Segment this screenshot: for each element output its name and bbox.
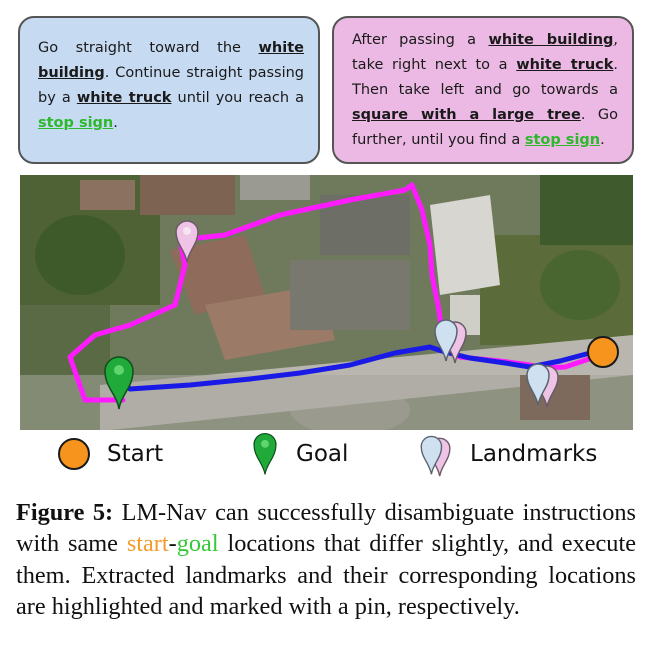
legend-label-landmarks: Landmarks [470, 441, 598, 467]
landmark-white-building: white building [488, 32, 614, 48]
instruction-text: After passing a [352, 32, 489, 48]
start-marker-icon [57, 437, 91, 471]
aerial-map [20, 175, 633, 430]
caption-dash: - [168, 530, 177, 558]
instruction-text: . Then take left and go towards a [352, 56, 618, 98]
landmark-pin-pair-icon [418, 430, 454, 478]
caption-text: LM-Nav can successfully disambiguate instructions with same [16, 499, 637, 558]
instruction-bubble-right [332, 16, 634, 164]
legend-item-goal [250, 432, 348, 476]
legend-label-start: Start [107, 441, 164, 467]
landmark-white-truck: white truck [76, 89, 172, 106]
legend [0, 432, 655, 476]
start-marker-icon [586, 335, 620, 369]
figure-caption [16, 497, 636, 622]
instruction-text: , take right next to a [352, 32, 619, 73]
instruction-text: . Continue straight passing by a [38, 64, 304, 106]
caption-text: locations that differ slightly, and execute them. Extracted landmarks and their corresponding locations are highlighted and marked with a pin, respectively. [16, 530, 636, 620]
landmark-white-truck: white truck [516, 56, 614, 73]
figure-label: Figure 5: [16, 499, 114, 526]
instruction-text: Go straight toward the [38, 40, 259, 56]
landmark-pin-icon [175, 218, 199, 264]
instruction-bubble-left [18, 16, 320, 164]
legend-label-goal: Goal [296, 441, 349, 467]
caption-start-word: start [126, 530, 169, 558]
landmark-stop-sign: stop sign [524, 131, 601, 148]
caption-goal-word: goal [176, 530, 219, 558]
instruction-text: . Go further, until you find a [352, 106, 619, 148]
instruction-text: . [113, 114, 118, 131]
landmark-pin-pair-icon [525, 357, 561, 409]
goal-pin-icon [104, 355, 134, 411]
legend-item-landmarks [418, 432, 597, 476]
landmark-white-building: white building [38, 40, 304, 81]
landmark-square-with-large-tree: square with a large tree [352, 106, 581, 123]
goal-pin-icon [250, 432, 280, 476]
landmark-pin-pair-icon [433, 313, 469, 365]
legend-item-start [57, 432, 163, 476]
instruction-text: until you reach a [171, 89, 305, 106]
landmark-stop-sign: stop sign [38, 114, 114, 131]
instruction-text: . [600, 131, 605, 148]
